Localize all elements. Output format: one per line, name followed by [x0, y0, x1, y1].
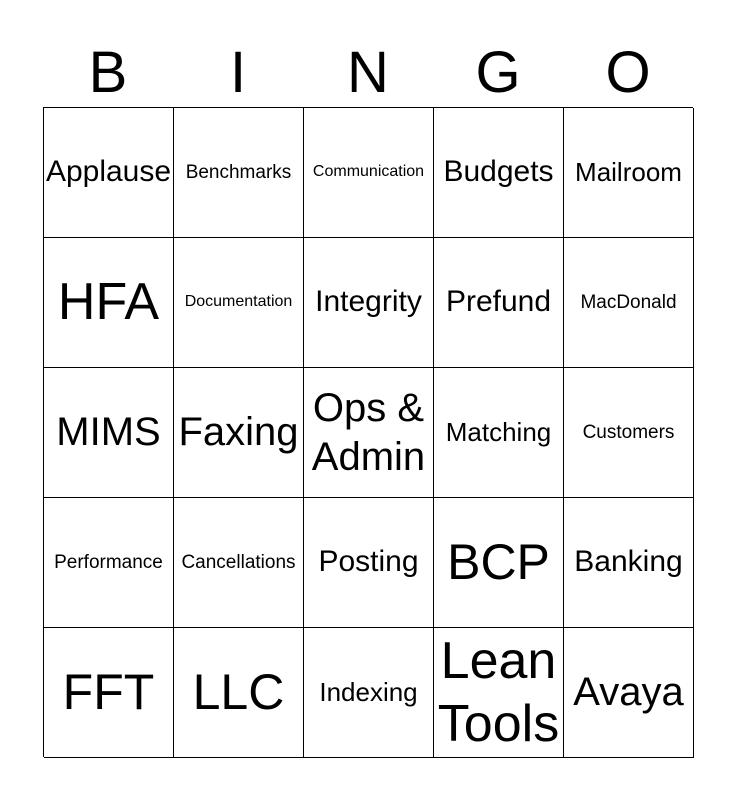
bingo-cell-r4-c3[interactable]: [304, 498, 434, 628]
cell-label: LLC: [192, 663, 285, 720]
header-letter-i: I: [229, 40, 247, 105]
cell-label: Cancellations: [181, 551, 296, 573]
cell-label: Prefund: [445, 285, 552, 319]
bingo-cell-r2-c5[interactable]: [564, 238, 694, 368]
bingo-cell-r4-c2[interactable]: [174, 498, 304, 628]
bingo-cell-r5-c3[interactable]: [304, 628, 434, 758]
bingo-cell-r2-c2[interactable]: [174, 238, 304, 368]
bingo-cell-r4-c1[interactable]: [44, 498, 174, 628]
cell-label: Banking: [574, 545, 683, 579]
header-letter-o: O: [605, 40, 651, 105]
cell-label: Faxing: [178, 410, 299, 455]
bingo-cell-r1-c4[interactable]: [434, 108, 564, 238]
bingo-cell-r3-c5[interactable]: [564, 368, 694, 498]
cell-label: Mailroom: [575, 156, 682, 187]
bingo-cell-r2-c1[interactable]: [44, 238, 174, 368]
cell-label: Applause: [45, 155, 172, 189]
cell-label: Lean Tools: [437, 632, 560, 753]
cell-label: Indexing: [319, 676, 418, 707]
cell-label: Customers: [582, 421, 675, 443]
bingo-cell-r3-c3[interactable]: [304, 368, 434, 498]
cell-label: Budgets: [443, 155, 554, 189]
bingo-cell-r3-c4[interactable]: [434, 368, 564, 498]
cell-label: HFA: [57, 273, 160, 332]
bingo-cell-r1-c5[interactable]: [564, 108, 694, 238]
cell-label: Ops & Admin: [311, 385, 426, 479]
cell-label: MacDonald: [580, 291, 677, 313]
bingo-grid: [43, 107, 693, 757]
cell-label: BCP: [447, 533, 550, 590]
cell-label: Matching: [445, 416, 552, 447]
cell-label: Integrity: [315, 285, 422, 319]
bingo-cell-r1-c3[interactable]: [304, 108, 434, 238]
cell-label: FFT: [62, 663, 155, 720]
cell-label: Posting: [318, 545, 419, 579]
header-letter-b: B: [88, 40, 128, 105]
cell-label: Avaya: [573, 670, 684, 715]
bingo-header: [43, 40, 693, 106]
cell-label: Performance: [54, 551, 163, 573]
cell-label: Communication: [312, 163, 425, 181]
cell-label: Documentation: [184, 293, 293, 311]
bingo-cell-r2-c3[interactable]: [304, 238, 434, 368]
cell-label: MIMS: [56, 410, 161, 455]
bingo-cell-r4-c5[interactable]: [564, 498, 694, 628]
header-letter-g: G: [475, 40, 521, 105]
bingo-cell-r2-c4[interactable]: [434, 238, 564, 368]
bingo-cell-r4-c4[interactable]: [434, 498, 564, 628]
bingo-cell-r5-c2[interactable]: [174, 628, 304, 758]
bingo-cell-r5-c4[interactable]: [434, 628, 564, 758]
bingo-cell-r3-c1[interactable]: [44, 368, 174, 498]
bingo-cell-r1-c2[interactable]: [174, 108, 304, 238]
bingo-cell-r5-c5[interactable]: [564, 628, 694, 758]
bingo-cell-r1-c1[interactable]: [44, 108, 174, 238]
bingo-cell-r5-c1[interactable]: [44, 628, 174, 758]
header-letter-n: N: [347, 40, 389, 105]
bingo-cell-r3-c2[interactable]: [174, 368, 304, 498]
cell-label: Benchmarks: [185, 161, 292, 183]
